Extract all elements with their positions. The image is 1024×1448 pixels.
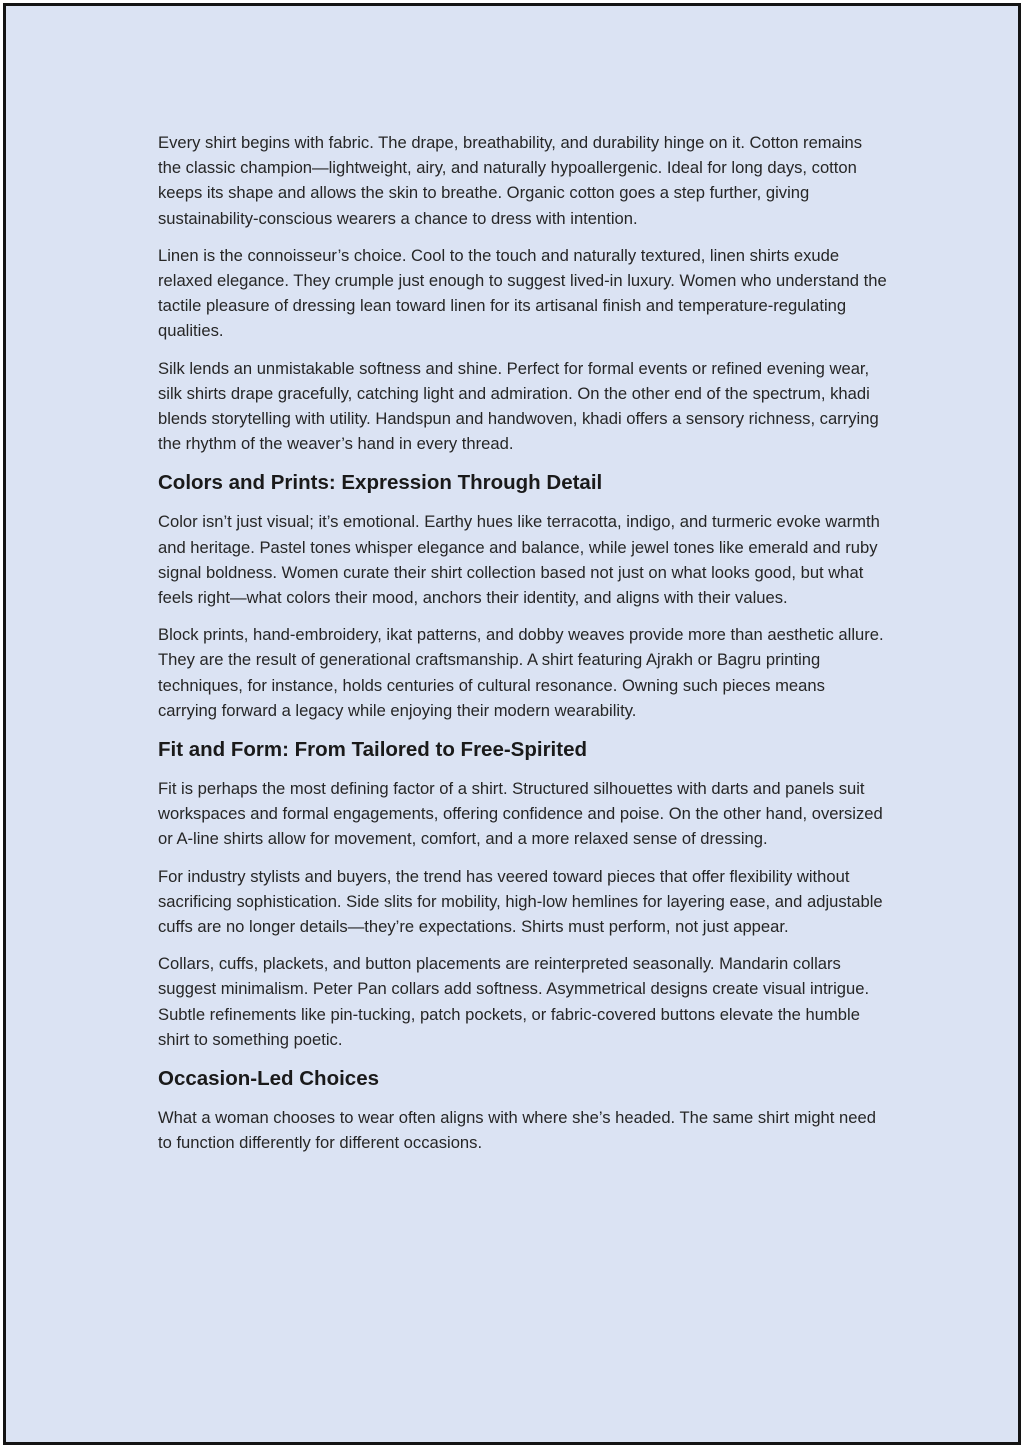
paragraph-collars-cuffs: Collars, cuffs, plackets, and button placements are reinterpreted seasonally. Mandarin collars suggest minimalism. Peter Pan collars add softness. Asymmetrical designs create visual intrigue. Subtle refinements like pin-tucking, patch pockets, or fabric-covered buttons elevate the humble shirt to something poetic. [158,954,870,1049]
paragraph-fit: Fit is perhaps the most defining factor of a shirt. Structured silhouettes with darts and panels suit workspaces and formal engagements, offering confidence and poise. On the other hand, oversized or A-line shirts allow for movement, comfort, and a more relaxed sense of dressing. [158,779,883,849]
paragraph-fabric-cotton: Every shirt begins with fabric. The drape, breathability, and durability hinge on it. Cotton remains the classic champion—lightweight, airy, and naturally hypoallergenic. Ideal for long days, cotton keeps its shape and allows the skin to breathe. Organic cotton goes a step further, giving sustainability-conscious wearers a chance to dress with intention. [158,133,863,228]
document-body [158,130,888,1168]
paragraph-stylists-buyers: For industry stylists and buyers, the trend has veered toward pieces that offer flexibility without sacrificing sophistication. Side slits for mobility, high-low hemlines for layering ease, and adjustable cuffs are no longer details—they’re expectations. Shirts must perform, not just appear. [158,866,883,937]
document-page [3,3,1021,1445]
heading-fit-form: Fit and Form: From Tailored to Free-Spirited [158,738,587,762]
paragraph-occasion: What a woman chooses to wear often aligns with where she’s headed. The same shirt might need to function differently for different occasions. [158,1108,876,1153]
paragraph-block-prints: Block prints, hand-embroidery, ikat patterns, and dobby weaves provide more than aesthetic allure. They are the result of generational craftsmanship. A shirt featuring Ajrakh or Bagru printing techniques, for instance, holds centuries of cultural resonance. Owning such pieces means carrying forward a legacy while enjoying their modern wearability. [158,625,884,720]
paragraph-silk-khadi: Silk lends an unmistakable softness and shine. Perfect for formal events or refined evening wear, silk shirts drape gracefully, catching light and admiration. On the other end of the spectrum, khadi blends storytelling with utility. Handspun and handwoven, khadi offers a sensory richness, carrying the rhythm of the weaver’s hand in every thread. [158,358,879,454]
heading-occasion-led: Occasion-Led Choices [158,1067,380,1091]
paragraph-linen: Linen is the connoisseur’s choice. Cool to the touch and naturally textured, linen shirts exude relaxed elegance. They crumple just enough to suggest lived-in luxury. Women who understand the tactile pleasure of dressing lean toward linen for its artisanal finish and temperature-regulating qualities. [158,245,887,341]
paragraph-color: Color isn’t just visual; it’s emotional. Earthy hues like terracotta, indigo, and turmeric evoke warmth and heritage. Pastel tones whisper elegance and balance, while jewel tones like emerald and ruby signal boldness. Women curate their shirt collection based not just on what looks good, but what feels right—what colors their mood, anchors their identity, and aligns with their values. [158,512,880,608]
heading-colors-prints: Colors and Prints: Expression Through Detail [158,471,603,495]
